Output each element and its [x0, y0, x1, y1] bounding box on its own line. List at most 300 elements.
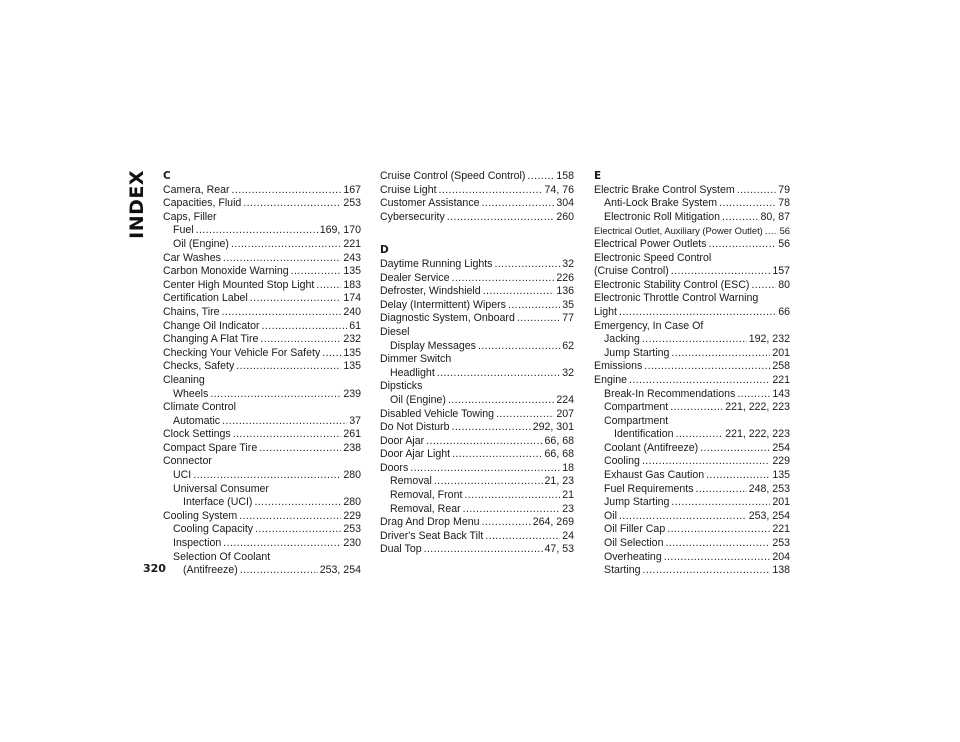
dot-leader [193, 469, 341, 483]
index-subentry [594, 510, 790, 524]
index-entry [380, 170, 574, 184]
entry-term: Capacities, Fluid [163, 197, 242, 210]
entry-page-numbers: 280 [343, 496, 361, 509]
entry-term: Diesel [380, 325, 410, 338]
dot-leader [243, 197, 341, 211]
index-subentry [594, 564, 790, 578]
dot-leader [722, 211, 759, 225]
index-entry [594, 306, 790, 320]
entry-page-numbers: 240 [343, 305, 361, 318]
dot-leader [665, 537, 770, 551]
entry-term: UCI [173, 469, 192, 482]
entry-page-numbers: 253 [772, 537, 790, 550]
dot-leader [667, 523, 770, 537]
index-entry [594, 265, 790, 279]
entry-page-numbers: 221 [772, 523, 790, 536]
entry-term: Compartment [604, 401, 669, 414]
entry-page-numbers: 66, 68 [544, 434, 574, 447]
entry-page-numbers: 18 [562, 461, 574, 474]
dot-leader [629, 374, 770, 388]
dot-leader [700, 442, 770, 456]
entry-term: Universal Consumer [173, 482, 269, 495]
entry-page-numbers: 135 [772, 469, 790, 482]
index-entry [163, 184, 361, 198]
index-side-tab: INDEX [126, 170, 148, 239]
entry-page-numbers: 174 [343, 292, 361, 305]
entry-page-numbers: 24 [562, 529, 574, 542]
entry-term: Do Not Disturb [380, 421, 450, 434]
section-letter-heading: D [380, 244, 389, 257]
dot-leader [410, 462, 560, 476]
entry-page-numbers: 32 [562, 257, 574, 270]
dot-leader [664, 551, 771, 565]
entry-page-numbers: 66, 68 [544, 448, 574, 461]
index-entry [163, 455, 361, 469]
dot-leader [737, 184, 776, 198]
dot-leader [250, 292, 342, 306]
entry-term: Climate Control [163, 401, 237, 414]
entry-term: Caps, Filler [163, 210, 217, 223]
entry-page-numbers: 183 [343, 278, 361, 291]
entry-term: Jump Starting [604, 496, 670, 509]
index-subentry [594, 415, 790, 429]
index-entry [163, 347, 361, 361]
index-subentry [594, 347, 790, 361]
entry-term: Carbon Monoxide Warning [163, 265, 289, 278]
entry-term: Change Oil Indicator [163, 319, 260, 332]
index-subentry [594, 455, 790, 469]
entry-term: Dimmer Switch [380, 353, 452, 366]
entry-page-numbers: 230 [343, 537, 361, 550]
dot-leader [737, 388, 770, 402]
dot-leader [448, 394, 554, 408]
entry-page-numbers: 221 [343, 237, 361, 250]
index-subentry [594, 496, 790, 510]
dot-leader [485, 530, 560, 544]
entry-term: Anti-Lock Brake System [604, 197, 718, 210]
entry-term: Cleaning [163, 373, 205, 386]
entry-page-numbers: 37 [349, 414, 361, 427]
entry-page-numbers: 243 [343, 251, 361, 264]
entry-term: Removal [390, 475, 432, 488]
index-entry [163, 252, 361, 266]
entry-page-numbers: 61 [349, 319, 361, 332]
index-entry [380, 211, 574, 225]
entry-term: Car Washes [163, 251, 221, 264]
section-letter-heading: E [594, 170, 602, 182]
dot-leader [706, 469, 770, 483]
entry-page-numbers: 261 [343, 428, 361, 441]
dot-leader [642, 455, 770, 469]
index-subentry [594, 442, 790, 456]
dot-leader [643, 564, 771, 578]
entry-page-numbers: 138 [772, 564, 790, 577]
entry-page-numbers: 248, 253 [748, 482, 790, 495]
entry-page-numbers: 239 [343, 387, 361, 400]
entry-page-numbers: 226 [556, 271, 574, 284]
entry-term: Break-In Recommendations [604, 387, 736, 400]
entry-term: Door Ajar [380, 434, 425, 447]
entry-term: Headlight [390, 366, 435, 379]
entry-page-numbers: 80 [778, 278, 790, 291]
dot-leader [671, 496, 770, 510]
index-entry [163, 320, 361, 334]
index-subentry [594, 401, 790, 415]
entry-page-numbers: 238 [343, 441, 361, 454]
entry-term: Cooling System [163, 509, 238, 522]
index-subentry [380, 367, 574, 381]
index-subentry [594, 428, 790, 442]
dot-leader [223, 537, 341, 551]
index-entry [163, 265, 361, 279]
entry-term: Diagnostic System, Onboard [380, 312, 515, 325]
entry-term: Oil [604, 509, 617, 522]
index-entry [594, 252, 790, 266]
index-column-1 [163, 170, 361, 578]
entry-term: Emissions [594, 360, 643, 373]
index-entry [380, 462, 574, 476]
entry-term: Exhaust Gas Caution [604, 469, 705, 482]
entry-page-numbers: 21, 23 [544, 475, 574, 488]
dot-leader [494, 258, 560, 272]
dot-leader [751, 279, 776, 293]
index-entry [594, 292, 790, 306]
index-entry [594, 224, 790, 238]
entry-page-numbers: 221, 222, 223 [725, 401, 790, 414]
entry-term: Daytime Running Lights [380, 257, 493, 270]
entry-term: Coolant (Antifreeze) [604, 441, 699, 454]
entry-term: Wheels [173, 387, 209, 400]
entry-page-numbers: 204 [772, 550, 790, 563]
index-subentry [163, 388, 361, 402]
dot-leader [260, 333, 341, 347]
entry-term: Checking Your Vehicle For Safety [163, 346, 321, 359]
entry-page-numbers: 221, 222, 223 [725, 428, 790, 441]
entry-term: Driver's Seat Back Tilt [380, 529, 484, 542]
dot-leader [259, 442, 341, 456]
entry-term: Electronic Speed Control [594, 251, 712, 264]
entry-term: Compartment [604, 414, 669, 427]
entry-page-numbers: 224 [556, 393, 574, 406]
entry-term: Defroster, Windshield [380, 285, 481, 298]
index-entry [163, 510, 361, 524]
entry-page-numbers: 258 [772, 360, 790, 373]
dot-leader [222, 415, 347, 429]
index-entry [163, 211, 361, 225]
dot-leader [316, 279, 341, 293]
dot-leader [464, 489, 560, 503]
dot-leader [671, 265, 771, 279]
entry-page-numbers: 280 [343, 469, 361, 482]
entry-page-numbers: 74, 76 [544, 183, 574, 196]
entry-page-numbers: 254 [772, 441, 790, 454]
entry-page-numbers: 201 [772, 346, 790, 359]
entry-page-numbers: 135 [343, 360, 361, 373]
entry-term: Electrical Power Outlets [594, 237, 707, 250]
index-subentry [163, 537, 361, 551]
entry-term: Oil Filler Cap [604, 523, 666, 536]
dot-leader [447, 211, 555, 225]
index-entry [163, 442, 361, 456]
dot-leader [765, 224, 778, 238]
entry-page-numbers: 304 [556, 197, 574, 210]
entry-page-numbers: 201 [772, 496, 790, 509]
dot-leader [719, 197, 776, 211]
dot-leader [426, 435, 542, 449]
index-entry [163, 197, 361, 211]
dot-leader [452, 448, 542, 462]
entry-page-numbers: 253 [343, 197, 361, 210]
index-column-2 [380, 170, 574, 557]
entry-page-numbers: 78 [778, 197, 790, 210]
index-entry [163, 292, 361, 306]
index-subentry [594, 469, 790, 483]
entry-term: Doors [380, 461, 409, 474]
index-entry [163, 401, 361, 415]
index-entry [380, 543, 574, 557]
entry-page-numbers: 158 [556, 170, 574, 182]
entry-page-numbers: 77 [562, 312, 574, 325]
entry-page-numbers: 253, 254 [748, 509, 790, 522]
entry-term: Emergency, In Case Of [594, 319, 704, 332]
index-subentry [380, 340, 574, 354]
index-entry [163, 333, 361, 347]
dot-leader [644, 360, 770, 374]
index-subentry [380, 475, 574, 489]
entry-page-numbers: 136 [556, 285, 574, 298]
entry-page-numbers: 207 [556, 407, 574, 420]
dot-leader [255, 523, 341, 537]
index-entry [594, 374, 790, 388]
entry-term: Light [594, 305, 617, 318]
entry-term: Electronic Throttle Control Warning [594, 292, 759, 305]
entry-term: Customer Assistance [380, 197, 480, 210]
entry-term: Dual Top [380, 543, 422, 556]
entry-term: Center High Mounted Stop Light [163, 278, 315, 291]
index-entry [594, 238, 790, 252]
index-subentry [594, 333, 790, 347]
page-number: 320 [143, 562, 166, 575]
dot-leader [222, 306, 342, 320]
entry-page-numbers: 221 [772, 373, 790, 386]
index-subentry [163, 523, 361, 537]
entry-term: Oil Selection [604, 537, 664, 550]
dot-leader [708, 238, 776, 252]
entry-term: Interface (UCI) [183, 496, 253, 509]
entry-page-numbers: 264, 269 [532, 516, 574, 529]
index-entry [380, 197, 574, 211]
entry-page-numbers: 21 [562, 489, 574, 502]
entry-page-numbers: 79 [778, 183, 790, 196]
entry-page-numbers: 169, 170 [319, 224, 361, 237]
dot-leader [322, 347, 341, 361]
dot-leader [239, 510, 341, 524]
entry-page-numbers: 135 [343, 265, 361, 278]
entry-term: Chains, Tire [163, 305, 220, 318]
dot-leader [451, 272, 554, 286]
index-entry [380, 516, 574, 530]
index-entry [380, 448, 574, 462]
entry-page-numbers: 229 [343, 509, 361, 522]
entry-term: Disabled Vehicle Towing [380, 407, 495, 420]
entry-page-numbers: 253 [343, 523, 361, 536]
dot-leader [671, 347, 770, 361]
index-entry [380, 421, 574, 435]
dot-leader [517, 312, 560, 326]
index-subentry [163, 496, 361, 510]
index-entry [380, 285, 574, 299]
dot-leader [291, 265, 342, 279]
dot-leader [231, 238, 341, 252]
entry-page-numbers: 56 [779, 225, 790, 237]
entry-page-numbers: 143 [772, 387, 790, 400]
entry-page-numbers: 192, 232 [748, 333, 790, 346]
dot-leader [262, 320, 348, 334]
dot-leader [232, 184, 342, 198]
entry-term: Display Messages [390, 339, 476, 352]
entry-page-numbers: 47, 53 [544, 543, 574, 556]
index-subentry [594, 388, 790, 402]
entry-term: Electronic Stability Control (ESC) [594, 278, 750, 291]
entry-page-numbers: 167 [343, 183, 361, 196]
entry-page-numbers: 260 [556, 210, 574, 223]
dot-leader [482, 197, 555, 211]
entry-term: Connector [163, 455, 212, 468]
entry-term: Electronic Roll Mitigation [604, 210, 720, 223]
entry-term: Dipsticks [380, 380, 423, 393]
entry-page-numbers: 229 [772, 455, 790, 468]
index-entry [594, 320, 790, 334]
index-subentry [163, 564, 361, 578]
entry-term: (Antifreeze) [183, 564, 238, 577]
entry-term: Oil (Engine) [173, 237, 229, 250]
entry-term: Removal, Rear [390, 502, 461, 515]
index-subentry [163, 238, 361, 252]
dot-leader [483, 285, 555, 299]
entry-page-numbers: 292, 301 [532, 421, 574, 434]
entry-term: Electric Brake Control System [594, 183, 735, 196]
entry-term: Cruise Control (Speed Control) [380, 170, 526, 182]
index-entry [380, 272, 574, 286]
index-entry [163, 279, 361, 293]
entry-term: Drag And Drop Menu [380, 516, 480, 529]
entry-term: Automatic [173, 414, 221, 427]
index-subentry [594, 211, 790, 225]
entry-term: Inspection [173, 537, 222, 550]
index-entry [163, 306, 361, 320]
dot-leader [508, 299, 560, 313]
index-subentry [163, 551, 361, 565]
index-subentry [594, 551, 790, 565]
entry-term: Fuel Requirements [604, 482, 694, 495]
index-entry [594, 184, 790, 198]
dot-leader [196, 224, 318, 238]
entry-term: Identification [614, 428, 674, 441]
dot-leader [527, 170, 554, 184]
entry-term: Removal, Front [390, 489, 463, 502]
index-entry [380, 312, 574, 326]
entry-term: Fuel [173, 224, 194, 237]
index-subentry [163, 483, 361, 497]
entry-page-numbers: 62 [562, 339, 574, 352]
entry-term: Jump Starting [604, 346, 670, 359]
index-column-3 [594, 170, 790, 578]
entry-term: Door Ajar Light [380, 448, 451, 461]
index-subentry [594, 523, 790, 537]
index-entry [380, 299, 574, 313]
index-entry [380, 530, 574, 544]
entry-page-numbers: 35 [562, 298, 574, 311]
entry-term: Cooling Capacity [173, 523, 254, 536]
section-spacer [380, 224, 574, 244]
entry-term: Oil (Engine) [390, 393, 446, 406]
index-subentry [163, 415, 361, 429]
entry-term: Overheating [604, 550, 662, 563]
dot-leader [642, 333, 747, 347]
entry-page-numbers: 253, 254 [319, 564, 361, 577]
entry-term: Cooling [604, 455, 640, 468]
entry-page-numbers: 66 [778, 305, 790, 318]
entry-term: Changing A Flat Tire [163, 333, 259, 346]
entry-term: Delay (Intermittent) Wipers [380, 298, 506, 311]
dot-leader [696, 483, 747, 497]
index-entry [380, 326, 574, 340]
dot-leader [233, 428, 342, 442]
entry-term: Clock Settings [163, 428, 231, 441]
entry-page-numbers: 232 [343, 333, 361, 346]
entry-term: Cruise Light [380, 183, 437, 196]
dot-leader [451, 421, 530, 435]
index-entry [163, 428, 361, 442]
index-entry [594, 279, 790, 293]
entry-term: (Cruise Control) [594, 265, 669, 278]
section-letter-heading: C [163, 170, 171, 182]
dot-leader [236, 360, 341, 374]
dot-leader [670, 401, 723, 415]
entry-page-numbers: 56 [778, 237, 790, 250]
index-entry [380, 353, 574, 367]
dot-leader [496, 408, 554, 422]
entry-term: Checks, Safety [163, 360, 235, 373]
entry-page-numbers: 80, 87 [760, 210, 790, 223]
index-subentry [594, 197, 790, 211]
dot-leader [240, 564, 318, 578]
dot-leader [439, 184, 543, 198]
index-entry [380, 258, 574, 272]
index-subentry [380, 489, 574, 503]
entry-term: Jacking [604, 333, 640, 346]
index-entry [163, 360, 361, 374]
dot-leader [463, 503, 561, 517]
index-entry [380, 380, 574, 394]
entry-term: Compact Spare Tire [163, 441, 258, 454]
entry-term: Cybersecurity [380, 210, 445, 223]
index-entry [380, 408, 574, 422]
dot-leader [434, 475, 543, 489]
entry-term: Electrical Outlet, Auxiliary (Power Outlet) [594, 225, 763, 237]
entry-term: Camera, Rear [163, 183, 230, 196]
index-entry [594, 360, 790, 374]
index-subentry [380, 394, 574, 408]
index-subentry [380, 503, 574, 517]
dot-leader [619, 510, 747, 524]
dot-leader [619, 306, 776, 320]
entry-page-numbers: 23 [562, 502, 574, 515]
dot-leader [254, 496, 341, 510]
dot-leader [210, 388, 341, 402]
index-subentry [594, 537, 790, 551]
dot-leader [675, 428, 723, 442]
